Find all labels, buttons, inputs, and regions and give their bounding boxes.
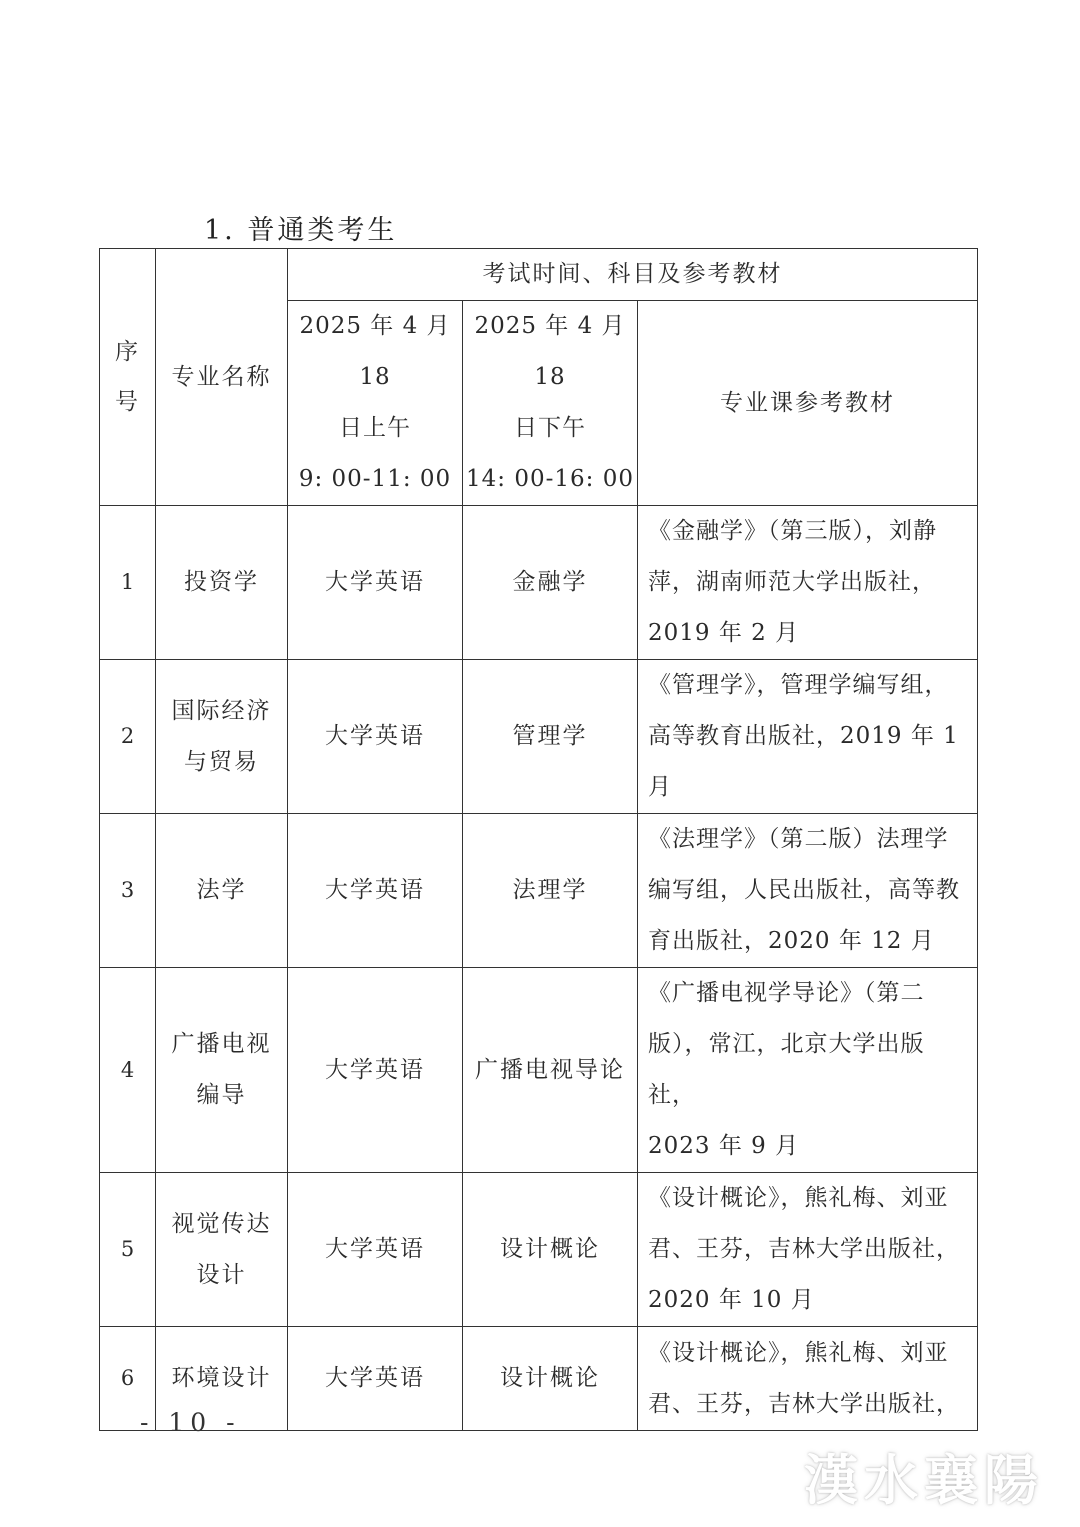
row-textbook: 《金融学》（第三版），刘静 萍，湖南师范大学出版社， 2019 年 2 月 xyxy=(638,506,978,660)
header-date-morning: 2025 年 4 月 18 日上午 9: 00-11: 00 xyxy=(288,301,463,506)
section-title: 1. 普通类考生 xyxy=(204,215,398,246)
row-exam-afternoon: 法理学 xyxy=(463,814,638,968)
row-exam-morning: 大学英语 xyxy=(288,814,463,968)
header-seq xyxy=(100,249,156,506)
row-exam-afternoon: 管理学 xyxy=(463,660,638,814)
row-exam-afternoon: 设计概论 xyxy=(463,1327,638,1431)
row-textbook: 《法理学》（第二版）法理学 编写组，人民出版社，高等教 育出版社，2020 年 12 月 xyxy=(638,814,978,968)
row-major: 国际经济 与贸易 xyxy=(156,660,288,814)
row-exam-afternoon: 广播电视导论 xyxy=(463,968,638,1173)
row-textbook: 《管理学》，管理学编写组， 高等教育出版社，2019 年 1 月 xyxy=(638,660,978,814)
row-major: 广播电视 编导 xyxy=(156,968,288,1173)
row-exam-morning: 大学英语 xyxy=(288,506,463,660)
row-seq: 3 xyxy=(100,814,156,968)
row-major: 法学 xyxy=(156,814,288,968)
row-seq: 6 xyxy=(100,1327,156,1431)
header-seq-line: 序 xyxy=(115,339,140,365)
page-number: - 10 - xyxy=(140,1408,241,1437)
row-exam-morning: 大学英语 xyxy=(288,1173,463,1327)
row-textbook: 《广播电视学导论》（第二 版），常江，北京大学出版社， 2023 年 9 月 xyxy=(638,968,978,1173)
row-exam-afternoon: 设计概论 xyxy=(463,1173,638,1327)
table-row xyxy=(100,660,978,814)
row-exam-afternoon: 金融学 xyxy=(463,506,638,660)
header-major: 专业名称 xyxy=(156,249,288,506)
header-seq-line: 号 xyxy=(115,389,140,415)
exam-schedule-table xyxy=(99,248,978,1431)
row-seq: 4 xyxy=(100,968,156,1173)
row-seq: 2 xyxy=(100,660,156,814)
header-date-afternoon: 2025 年 4 月 18 日下午 14: 00-16: 00 xyxy=(463,301,638,506)
header-group: 考试时间、科目及参考教材 xyxy=(288,249,978,301)
row-major: 视觉传达 设计 xyxy=(156,1173,288,1327)
row-seq: 1 xyxy=(100,506,156,660)
table-row xyxy=(100,1173,978,1327)
row-textbook: 《设计概论》，熊礼梅、刘亚 君、王芬，吉林大学出版社， xyxy=(638,1327,978,1431)
row-major: 环境设计 xyxy=(156,1327,288,1431)
table-row xyxy=(100,814,978,968)
row-exam-morning: 大学英语 xyxy=(288,968,463,1173)
table-row xyxy=(100,506,978,660)
row-major: 投资学 xyxy=(156,506,288,660)
header-books: 专业课参考教材 xyxy=(638,301,978,506)
row-exam-morning: 大学英语 xyxy=(288,660,463,814)
watermark-logo: 漢水襄陽 xyxy=(804,1448,1044,1512)
table-row xyxy=(100,968,978,1173)
row-exam-morning: 大学英语 xyxy=(288,1327,463,1431)
row-textbook: 《设计概论》，熊礼梅、刘亚 君、王芬，吉林大学出版社， 2020 年 10 月 xyxy=(638,1173,978,1327)
row-seq: 5 xyxy=(100,1173,156,1327)
